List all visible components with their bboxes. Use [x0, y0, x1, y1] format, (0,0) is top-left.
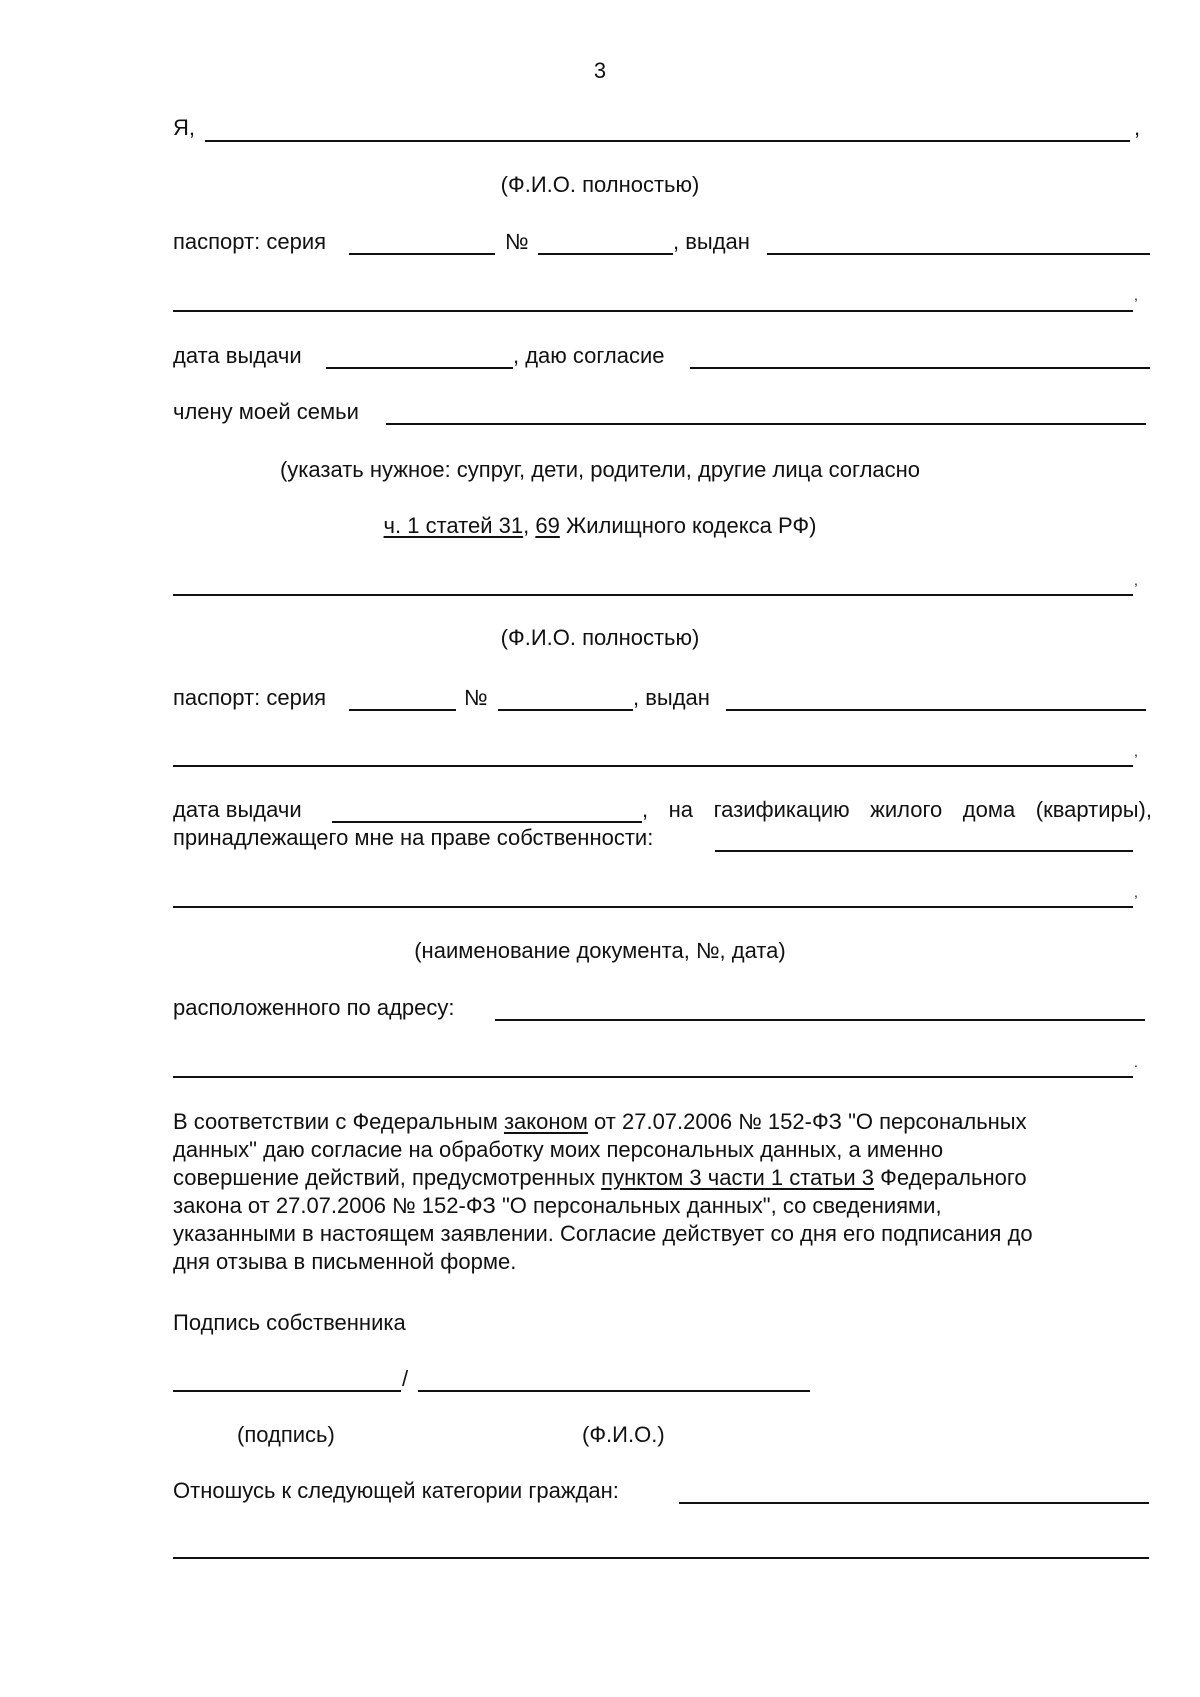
signature-caption: (подпись) [237, 1422, 335, 1447]
law-clause-link[interactable]: пунктом 3 части 1 статьи 3 [601, 1165, 875, 1190]
personal-data-consent-paragraph [173, 1108, 1153, 1276]
consent-line-6: дня отзыва в письменной форме. [173, 1249, 517, 1274]
address-label: расположенного по адресу: [173, 995, 455, 1020]
consent-line-2: данных" даю согласие на обработку моих персональных данных, а именно [173, 1137, 944, 1162]
comma: , [1134, 115, 1141, 140]
citizen-category-continuation-line[interactable] [173, 1557, 1149, 1559]
passport-issued-continuation-line[interactable] [173, 310, 1133, 312]
citizen-category-line[interactable] [679, 1502, 1149, 1504]
address-line[interactable] [495, 1019, 1145, 1021]
housing-code-article-link[interactable]: ч. 1 статей 31 [383, 513, 524, 538]
signature-slash: / [402, 1366, 409, 1391]
fio-caption: (Ф.И.О. полностью) [500, 172, 700, 197]
issue-date-line[interactable] [326, 367, 513, 369]
passport-issued-label: , выдан [673, 229, 750, 254]
citizen-category-label: Отношусь к следующей категории граждан: [173, 1478, 619, 1503]
passport-issued-label: , выдан [633, 685, 710, 710]
consent-line-5: указанными в настоящем заявлении. Согласие действует со дня его подписания до [173, 1221, 1033, 1246]
comma: , [1134, 572, 1138, 588]
comma: , [1134, 884, 1138, 900]
member-fio-caption: (Ф.И.О. полностью) [500, 625, 700, 650]
consent-line[interactable] [690, 367, 1150, 369]
passport-number-line[interactable] [538, 253, 673, 255]
federal-law-link[interactable]: законом [503, 1109, 588, 1134]
family-member-label: члену моей семьи [173, 399, 359, 424]
period: . [1134, 1054, 1138, 1070]
consent-line-1: В соответствии с Федеральным законом от 27.07.2006 № 152-ФЗ "О персональных [173, 1109, 1027, 1134]
signature-fio-caption: (Ф.И.О.) [582, 1422, 665, 1447]
hint-line-2: ч. 1 статей 31, 69 Жилищного кодекса РФ) [383, 513, 817, 538]
passport-issued-line[interactable] [767, 253, 1150, 255]
signature-fio-line[interactable] [418, 1390, 810, 1392]
comma: , [1134, 743, 1138, 759]
family-member-line[interactable] [386, 423, 1146, 425]
owner-signature-title: Подпись собственника [173, 1310, 406, 1335]
article-69-link[interactable]: 69 [535, 513, 560, 538]
ownership-line[interactable] [715, 850, 1133, 852]
passport-series-label: паспорт: серия [173, 685, 327, 710]
address-continuation-line[interactable] [173, 1076, 1133, 1078]
document-caption: (наименование документа, №, дата) [414, 938, 786, 963]
applicant-fio-line[interactable] [205, 140, 1130, 142]
passport-series-label: паспорт: серия [173, 229, 327, 254]
passport-number-label: № [464, 685, 488, 710]
passport-series-line[interactable] [349, 709, 456, 711]
signature-line[interactable] [173, 1390, 401, 1392]
consent-line-3: совершение действий, предусмотренных пунктом 3 части 1 статьи 3 Федерального [173, 1165, 1027, 1190]
issue-date-label: дата выдачи [173, 343, 302, 368]
passport-issued-line[interactable] [726, 709, 1146, 711]
hint-line-1: (указать нужное: супруг, дети, родители, другие лица согласно [279, 457, 921, 482]
consent-line-4: закона от 27.07.2006 № 152-ФЗ "О персональных данных", со сведениями, [173, 1193, 942, 1218]
passport-series-line[interactable] [349, 253, 495, 255]
passport-number-label: № [505, 229, 529, 254]
member-fio-line[interactable] [173, 594, 1133, 596]
page-number: 3 [593, 58, 607, 83]
consent-label: , даю согласие [513, 343, 665, 368]
applicant-prefix: Я, [173, 115, 195, 140]
issue-date-line[interactable] [332, 821, 642, 823]
ownership-label: принадлежащего мне на праве собственности: [173, 825, 654, 850]
gasification-text: , на газификацию жилого дома (квартиры), [642, 797, 1152, 822]
passport-number-line[interactable] [498, 709, 633, 711]
passport-issued-continuation-line[interactable] [173, 765, 1133, 767]
issue-date-label: дата выдачи [173, 797, 302, 822]
comma: , [1134, 287, 1138, 303]
ownership-document-line[interactable] [173, 906, 1133, 908]
